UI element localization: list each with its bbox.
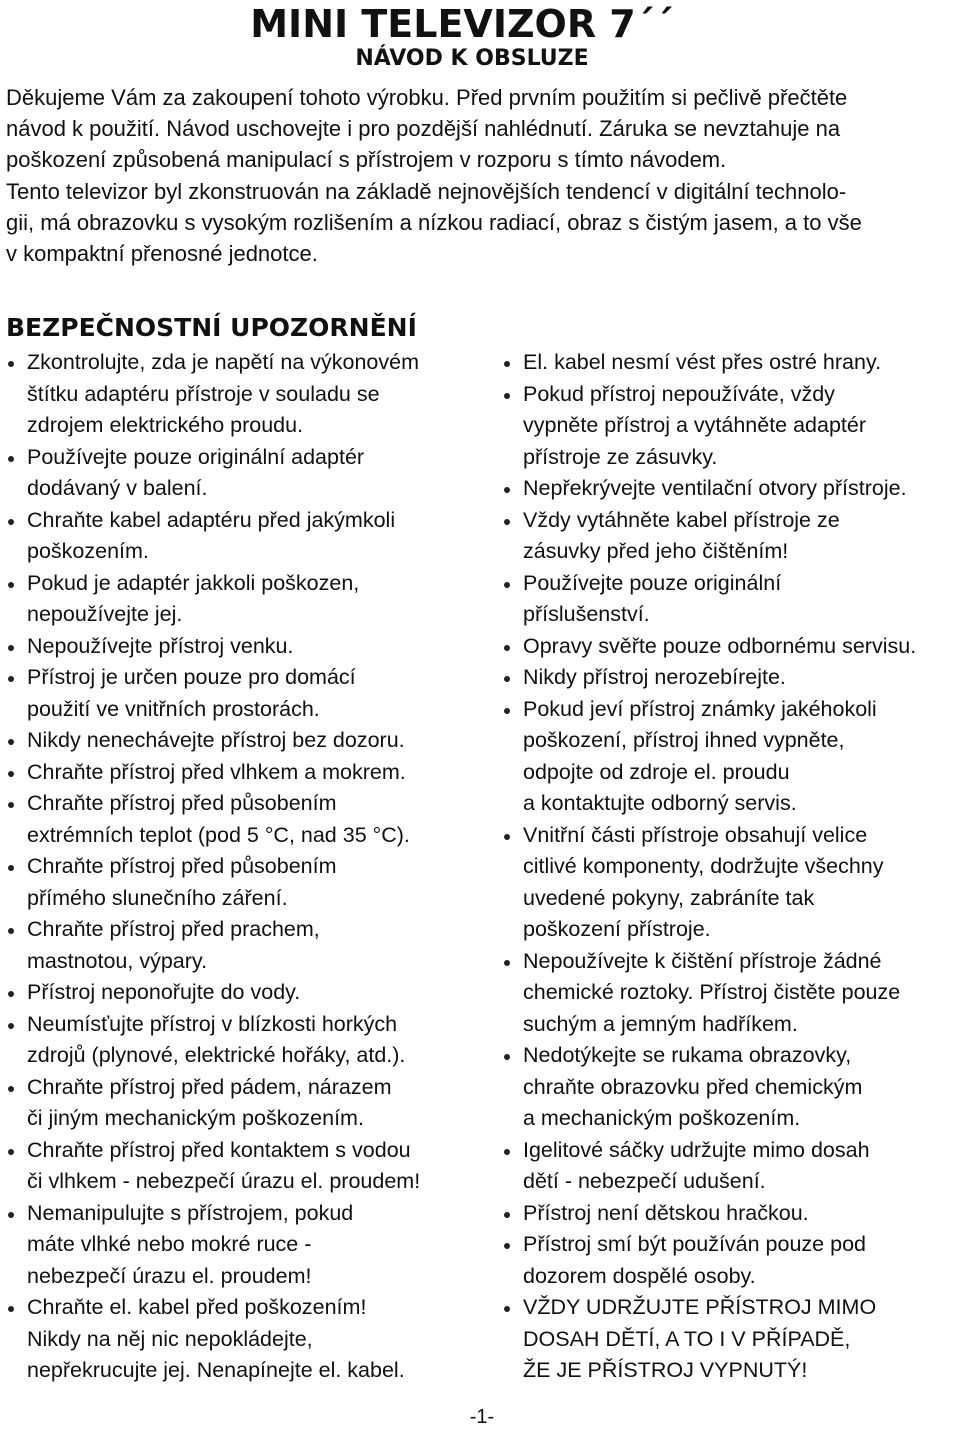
- safety-item: [6, 1135, 486, 1198]
- safety-item: [502, 946, 957, 1041]
- safety-item-line: Nedotýkejte se rukama obrazovky,: [523, 1043, 852, 1067]
- safety-item-line: zásuvky před jeho čištěním!: [523, 539, 789, 563]
- intro-line: návod k použití. Návod uschovejte i pro pozdější nahlédnutí. Záruka se nevztahuje na: [6, 116, 841, 141]
- safety-item-line: mastnotou, výpary.: [27, 948, 208, 973]
- safety-item: [6, 1072, 486, 1135]
- intro-line: gii, má obrazovku s vysokým rozlišením a nízkou radiací, obraz s čistým jasem, a to vše: [6, 210, 862, 235]
- safety-item-line: Pokud je adaptér jakkoli poškozen,: [27, 570, 360, 595]
- safety-item-line: Chraňte přístroj před kontaktem s vodou: [27, 1137, 411, 1162]
- safety-item-line: Přístroj smí být používán pouze pod: [523, 1232, 866, 1256]
- intro-line: poškození způsobená manipulací s přístrojem v rozporu s tímto návodem.: [6, 147, 727, 172]
- safety-item-line: Používejte pouze originální: [523, 570, 782, 595]
- safety-item-line: máte vlhké nebo mokré ruce -: [27, 1232, 312, 1256]
- safety-item: [6, 347, 486, 442]
- safety-item-line: či jiným mechanickým poškozením.: [27, 1106, 364, 1130]
- safety-item-line: příslušenství.: [523, 602, 650, 626]
- safety-item-line: dozorem dospělé osoby.: [523, 1263, 756, 1288]
- safety-item-line: přístroje ze zásuvky.: [523, 444, 718, 469]
- safety-item-line: Nikdy nenechávejte přístroj bez dozoru.: [27, 728, 405, 752]
- safety-item-line: nebezpečí úrazu el. proudem!: [27, 1263, 312, 1288]
- safety-item-line: Chraňte přístroj před prachem,: [27, 917, 320, 941]
- safety-item-line: Chraňte přístroj před pádem, nárazem: [27, 1074, 392, 1099]
- safety-item-line: zdrojů (plynové, elektrické hořáky, atd.).: [27, 1043, 406, 1067]
- safety-item-line: přímého slunečního záření.: [27, 885, 288, 910]
- safety-item-line: Nepoužívejte k čištění přístroje žádné: [523, 948, 882, 973]
- safety-item-line: Vnitřní části přístroje obsahují velice: [523, 822, 868, 847]
- safety-item-line: vypněte přístroj a vytáhněte adaptér: [523, 413, 867, 437]
- safety-item-line: a mechanickým poškozením.: [523, 1106, 801, 1130]
- safety-item-line: poškození přístroje.: [523, 917, 711, 941]
- safety-item-line: Chraňte kabel adaptéru před jakýmkoli: [27, 507, 396, 532]
- safety-item-line: El. kabel nesmí vést přes ostré hrany.: [523, 350, 882, 374]
- safety-item-line: suchým a jemným hadříkem.: [523, 1011, 798, 1036]
- safety-item-line: Pokud jeví přístroj známky jakéhokoli: [523, 696, 877, 721]
- safety-item-line: uvedené pokyny, zabráníte tak: [523, 885, 815, 910]
- safety-item: [502, 568, 957, 631]
- safety-item: [6, 725, 486, 757]
- safety-item: [502, 820, 957, 946]
- safety-item: [502, 379, 957, 474]
- safety-item-line: DOSAH DĚTÍ, A TO I V PŘÍPADĚ,: [523, 1326, 851, 1351]
- safety-item-line: VŽDY UDRŽUJTE PŘÍSTROJ MIMO: [523, 1295, 877, 1319]
- safety-list-left: [6, 347, 486, 1387]
- safety-item-line: dodávaný v balení.: [27, 476, 208, 500]
- safety-item-line: chraňte obrazovku před chemickým: [523, 1074, 863, 1099]
- safety-item-line: štítku adaptéru přístroje v souladu se: [27, 381, 380, 406]
- safety-item-line: a kontaktujte odborný servis.: [523, 791, 797, 815]
- safety-item-line: Přístroj není dětskou hračkou.: [523, 1200, 809, 1225]
- safety-item: [502, 1292, 957, 1387]
- safety-item-line: Chraňte přístroj před vlhkem a mokrem.: [27, 759, 406, 784]
- safety-item: [6, 1009, 486, 1072]
- safety-item-line: poškozením.: [27, 539, 149, 563]
- safety-item-line: zdrojem elektrického proudu.: [27, 413, 304, 437]
- safety-item: [6, 568, 486, 631]
- document-title: MINI TELEVIZOR 7´´: [250, 2, 674, 46]
- safety-item-line: použití ve vnitřních prostorách.: [27, 696, 320, 721]
- intro-paragraph-description: [6, 176, 956, 269]
- safety-item-line: Chraňte přístroj před působením: [27, 791, 337, 815]
- safety-item-line: Vždy vytáhněte kabel přístroje ze: [523, 507, 840, 532]
- safety-item: [6, 914, 486, 977]
- safety-item-line: Opravy svěřte pouze odbornému servisu.: [523, 633, 917, 658]
- safety-item-line: citlivé komponenty, dodržujte všechny: [523, 854, 884, 878]
- safety-item: [502, 662, 957, 694]
- safety-item: [6, 631, 486, 663]
- intro-line: v kompaktní přenosné jednotce.: [6, 241, 318, 266]
- safety-item: [502, 1198, 957, 1230]
- safety-item-line: Igelitové sáčky udržujte mimo dosah: [523, 1137, 870, 1162]
- intro-line: Děkujeme Vám za zakoupení tohoto výrobku. Před prvním použitím si pečlivě přečtěte: [6, 85, 848, 110]
- safety-item-line: odpojte od zdroje el. proudu: [523, 759, 790, 784]
- safety-item: [502, 631, 957, 663]
- safety-item-line: extrémních teplot (pod 5 °C, nad 35 °C).: [27, 822, 410, 847]
- safety-item: [502, 347, 957, 379]
- safety-item-line: Nikdy na něj nic nepokládejte,: [27, 1326, 313, 1351]
- safety-item: [6, 1292, 486, 1387]
- safety-item-line: Nepoužívejte přístroj venku.: [27, 633, 294, 658]
- safety-item: [6, 977, 486, 1009]
- safety-item-line: Používejte pouze originální adaptér: [27, 444, 365, 469]
- safety-item: [6, 788, 486, 851]
- intro-line: Tento televizor byl zkonstruován na základě nejnovějších tendencí v digitální technolo-: [6, 179, 847, 204]
- safety-item: [6, 442, 486, 505]
- safety-item-line: či vlhkem - nebezpečí úrazu el. proudem!: [27, 1169, 421, 1193]
- safety-item-line: Neumísťujte přístroj v blízkosti horkých: [27, 1011, 398, 1036]
- safety-item-line: Zkontrolujte, zda je napětí na výkonovém: [27, 350, 419, 374]
- safety-item-line: ŽE JE PŘÍSTROJ VYPNUTÝ!: [523, 1358, 808, 1382]
- safety-item: [502, 694, 957, 820]
- safety-item-line: nepoužívejte jej.: [27, 602, 183, 626]
- safety-item-line: dětí - nebezpečí udušení.: [523, 1169, 766, 1193]
- safety-item-line: chemické roztoky. Přístroj čistěte pouze: [523, 980, 901, 1004]
- safety-item: [6, 1198, 486, 1293]
- safety-item: [502, 1135, 957, 1198]
- safety-item-line: Pokud přístroj nepoužíváte, vždy: [523, 381, 835, 406]
- safety-heading: BEZPEČNOSTNÍ UPOZORNĚNÍ: [6, 313, 417, 342]
- safety-item-line: Přístroj je určen pouze pro domácí: [27, 665, 356, 689]
- safety-item: [6, 662, 486, 725]
- document-subtitle: NÁVOD K OBSLUZE: [355, 46, 589, 71]
- safety-item: [502, 1040, 957, 1135]
- safety-item: [502, 1229, 957, 1292]
- page-number: -1-: [469, 1406, 495, 1428]
- safety-item: [502, 505, 957, 568]
- safety-item: [502, 473, 957, 505]
- safety-item-line: Nemanipulujte s přístrojem, pokud: [27, 1200, 354, 1225]
- safety-item-line: Přístroj neponořujte do vody.: [27, 980, 301, 1004]
- safety-item: [6, 757, 486, 789]
- safety-item-line: Chraňte přístroj před působením: [27, 854, 337, 878]
- safety-item: [6, 851, 486, 914]
- safety-item: [6, 505, 486, 568]
- safety-item-line: poškození, přístroj ihned vypněte,: [523, 728, 845, 752]
- safety-list-right: [502, 347, 957, 1387]
- safety-item-line: nepřekrucujte jej. Nenapínejte el. kabel.: [27, 1358, 405, 1382]
- safety-item-line: Nikdy přístroj nerozebírejte.: [523, 665, 786, 689]
- intro-paragraph-thanks: [6, 82, 956, 175]
- safety-item-line: Chraňte el. kabel před poškozením!: [27, 1295, 367, 1319]
- safety-item-line: Nepřekrývejte ventilační otvory přístroje.: [523, 476, 907, 500]
